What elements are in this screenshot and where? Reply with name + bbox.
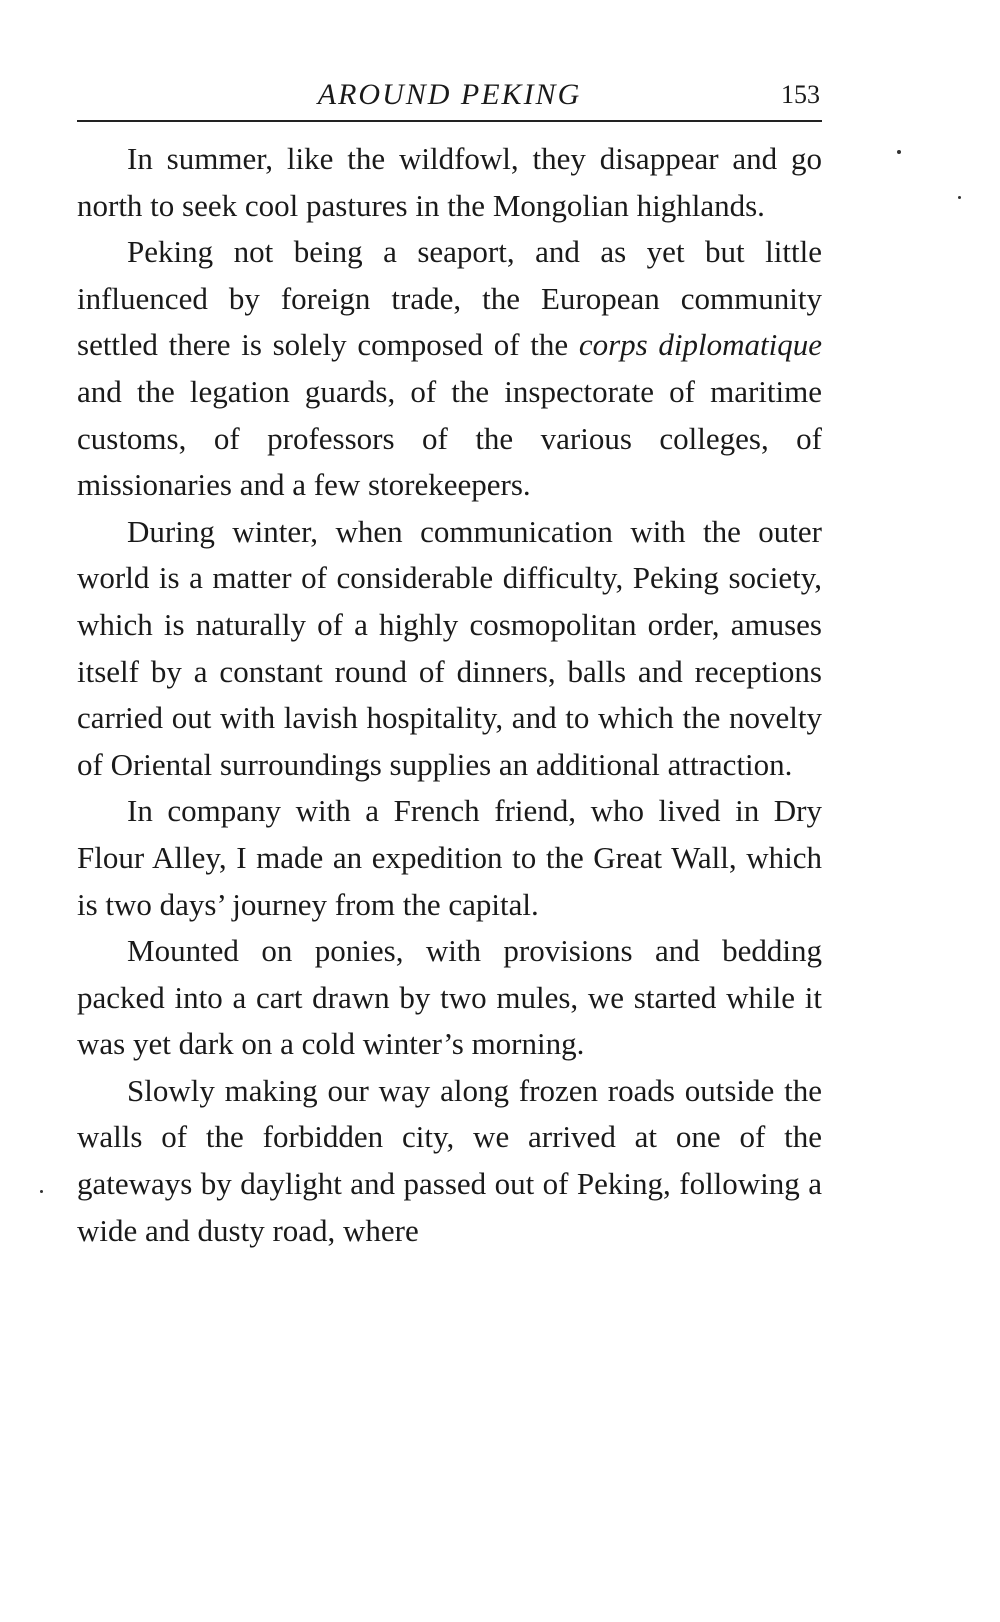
paragraph-text: Peking not being a seaport, and as yet but little influenced by foreign trade, the European community settled there is solely composed of the <box>77 234 822 363</box>
book-page <box>77 70 822 1254</box>
running-head <box>77 70 822 122</box>
body-text <box>77 136 822 1254</box>
paragraph-great-wall-expedition: In company with a French friend, who lived in Dry Flour Alley, I made an expedition to the Great Wall, which is two days’ journey from the capital. <box>77 793 822 922</box>
italic-phrase: corps diplomatique <box>578 327 822 363</box>
paragraph-frozen-roads: Slowly making our way along frozen roads outside the walls of the forbidden city, we arrived at one of the gateways by daylight and passed out of Peking, following a wide and dusty road, where <box>77 1072 822 1248</box>
paragraph-text: and the legation guards, of the inspectorate of maritime customs, of professors of the various colleges, of missionaries and a few storekeepers. <box>77 373 822 503</box>
running-title: AROUND PEKING <box>317 78 582 111</box>
paragraph-mounted-on-ponies: Mounted on ponies, with provisions and bedding packed into a cart drawn by two mules, we started while it was yet dark on a cold winter’s morning. <box>77 933 822 1062</box>
paragraph-summer-migration: In summer, like the wildfowl, they disappear and go north to seek cool pastures in the Mongolian highlands. <box>77 141 822 223</box>
margin-speck <box>40 1190 43 1193</box>
margin-speck <box>897 150 901 154</box>
paragraph-european-community <box>77 229 822 509</box>
margin-speck <box>958 196 961 199</box>
paragraph-winter-society: During winter, when communication with the outer world is a matter of considerable difficulty, Peking society, which is naturally of a highly cosmopolitan order, amuses itself by a constant round of dinners, balls and receptions carried out with lavish hospitality, and to which the novelty of Oriental surroundings supplies an additional attraction. <box>77 513 822 782</box>
page-number: 153 <box>781 80 820 109</box>
